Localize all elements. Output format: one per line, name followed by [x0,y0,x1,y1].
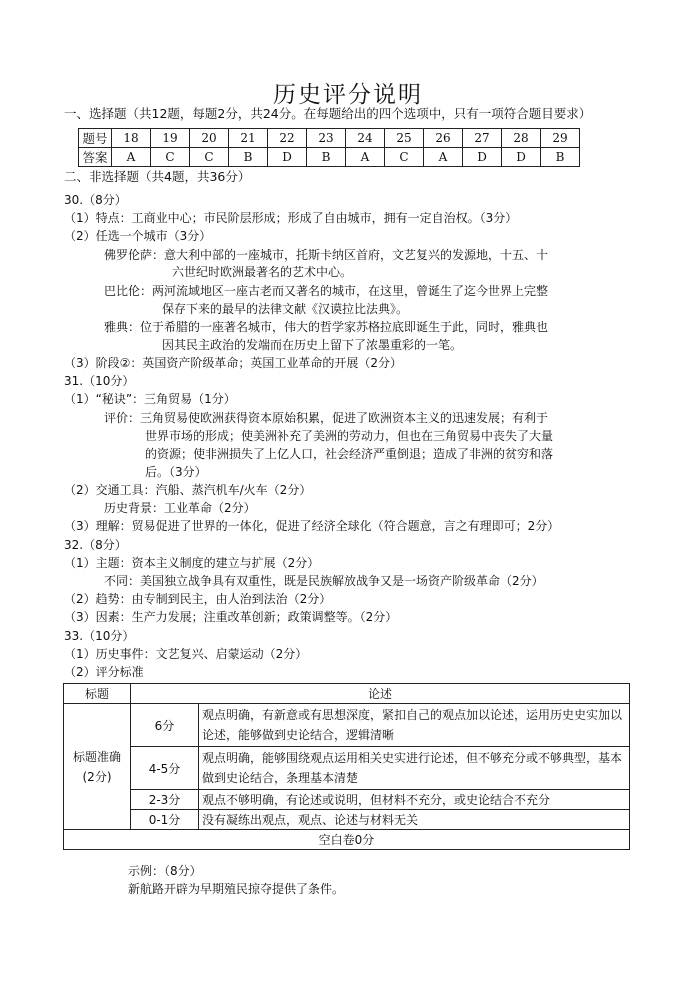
rubric-blank-paper: 空白卷0分 [64,830,630,850]
rubric-row-label: 标题准确(2分) [64,704,131,830]
rubric-score: 6分 [131,704,199,747]
answer-row [79,148,580,167]
rubric-header-row [64,684,630,704]
q30-line: （1）特点：工商业中心；市民阶层形成；形成了自由城市，拥有一定自治权。（3分） [64,211,518,225]
rubric-description: 观点明确，能够围绕观点运用相关史实进行论述，但不够充分或不够典型，基本做到史论结合，条理基本清楚 [199,747,630,790]
q30-line: （2）任选一个城市（3分） [64,229,212,243]
question-number: 29 [541,129,580,148]
rubric-description: 没有凝练出观点，观点、论述与材料无关 [199,810,630,830]
question-number: 23 [307,129,346,148]
answer-cell: C [151,148,190,167]
q33-line: （1）历史事件：文艺复兴、启蒙运动（2分） [64,647,308,661]
rubric-row [64,747,630,790]
q32-line: （1）主题：资本主义制度的建立与扩展（2分） [64,556,320,570]
q31-line: 评价：三角贸易使欧洲获得资本原始积累，促进了欧洲资本主义的迅速发展；有利于 [104,411,549,425]
q33-line: （2）评分标准 [64,665,144,679]
q31-heading: 31.（10分） [64,374,135,388]
answer-cell: C [385,148,424,167]
question-number: 20 [190,129,229,148]
q33-heading: 33.（10分） [64,629,135,643]
rubric-row [64,810,630,830]
page-title: 历史评分说明 [273,82,423,108]
q31-line: （1）“秘诀”：三角贸易（1分） [64,392,236,406]
section2-heading: 二、非选择题（共4题，共36分） [64,169,251,184]
answer-cell: C [190,148,229,167]
answer-cell: B [307,148,346,167]
question-number: 26 [424,129,463,148]
question-number: 21 [229,129,268,148]
question-number: 28 [502,129,541,148]
question-number: 24 [346,129,385,148]
rubric-blank-row [64,830,630,850]
q31-line: 后。（3分） [145,465,207,479]
question-number-row [79,129,580,148]
answer-table [78,128,580,167]
rubric-title-header: 标题 [64,684,131,704]
answer-cell: A [346,148,385,167]
rubric-description: 观点明确，有新意或有思想深度，紧扣自己的观点加以论述，运用历史史实加以论述，能够做到史论结合，逻辑清晰 [199,704,630,747]
q31-line: 的资源；使非洲损失了上亿人口，社会经济严重倒退；造成了非洲的贫穷和落 [145,447,554,461]
q31-line: 世界市场的形成；使美洲补充了美洲的劳动力，但也在三角贸易中丧失了大量 [145,429,554,443]
question-number: 19 [151,129,190,148]
q30-line: 雅典：位于希腊的一座著名城市，伟大的哲学家苏格拉底即诞生于此，同时，雅典也 [104,320,549,334]
q32-line: （3）因素：生产力发展；注重改革创新；政策调整等。（2分） [64,610,398,624]
answer-cell: B [541,148,580,167]
rubric-score: 4-5分 [131,747,199,790]
question-number: 27 [463,129,502,148]
q32-line: （2）趋势：由专制到民主，由人治到法治（2分） [64,592,332,606]
section1-heading: 一、选择题（共12题，每题2分，共24分。在每题给出的四个选项中，只有一项符合题目要求） [64,106,592,121]
rubric-table [63,683,630,850]
q30-line: 因其民主政治的发端而在历史上留下了浓墨重彩的一笔。 [162,338,463,352]
q30-line: （3）阶段②：英国资产阶级革命；英国工业革命的开展（2分） [64,356,403,370]
answer-cell: B [229,148,268,167]
question-number-label: 题号 [79,129,112,148]
q30-heading: 30.（8分） [64,193,127,207]
rubric-row [64,704,630,747]
q31-line: （3）理解：贸易促进了世界的一体化，促进了经济全球化（符合题意，言之有理即可；2分） [64,519,560,533]
q32-line: 不同：美国独立战争具有双重性，既是民族解放战争又是一场资产阶级革命（2分） [104,574,544,588]
answer-cell: A [112,148,151,167]
rubric-description: 观点不够明确，有论述或说明，但材料不充分，或史论结合不充分 [199,790,630,810]
answer-cell: A [424,148,463,167]
rubric-score: 2-3分 [131,790,199,810]
answer-label: 答案 [79,148,112,167]
q31-line: 历史背景：工业革命（2分） [104,501,256,515]
question-number: 22 [268,129,307,148]
q30-line: 六世纪时欧洲最著名的艺术中心。 [172,265,353,279]
example-text: 新航路开辟为早期殖民掠夺提供了条件。 [128,882,345,896]
question-number: 25 [385,129,424,148]
q30-line: 保存下来的最早的法律文献《汉谟拉比法典》。 [162,302,409,316]
rubric-row [64,790,630,810]
q32-heading: 32.（8分） [64,538,127,552]
q31-line: （2）交通工具：汽船、蒸汽机车/火车（2分） [64,483,312,497]
rubric-argument-header: 论述 [131,684,630,704]
answer-cell: D [268,148,307,167]
answer-cell: D [502,148,541,167]
q30-line: 佛罗伦萨：意大利中部的一座城市，托斯卡纳区首府，文艺复兴的发源地，十五、十 [104,248,549,262]
answer-cell: D [463,148,502,167]
q30-line: 巴比伦：两河流域地区一座古老而又著名的城市，在这里，曾诞生了迄今世界上完整 [104,284,549,298]
rubric-score: 0-1分 [131,810,199,830]
example-label: 示例：（8分） [128,864,202,878]
question-number: 18 [112,129,151,148]
